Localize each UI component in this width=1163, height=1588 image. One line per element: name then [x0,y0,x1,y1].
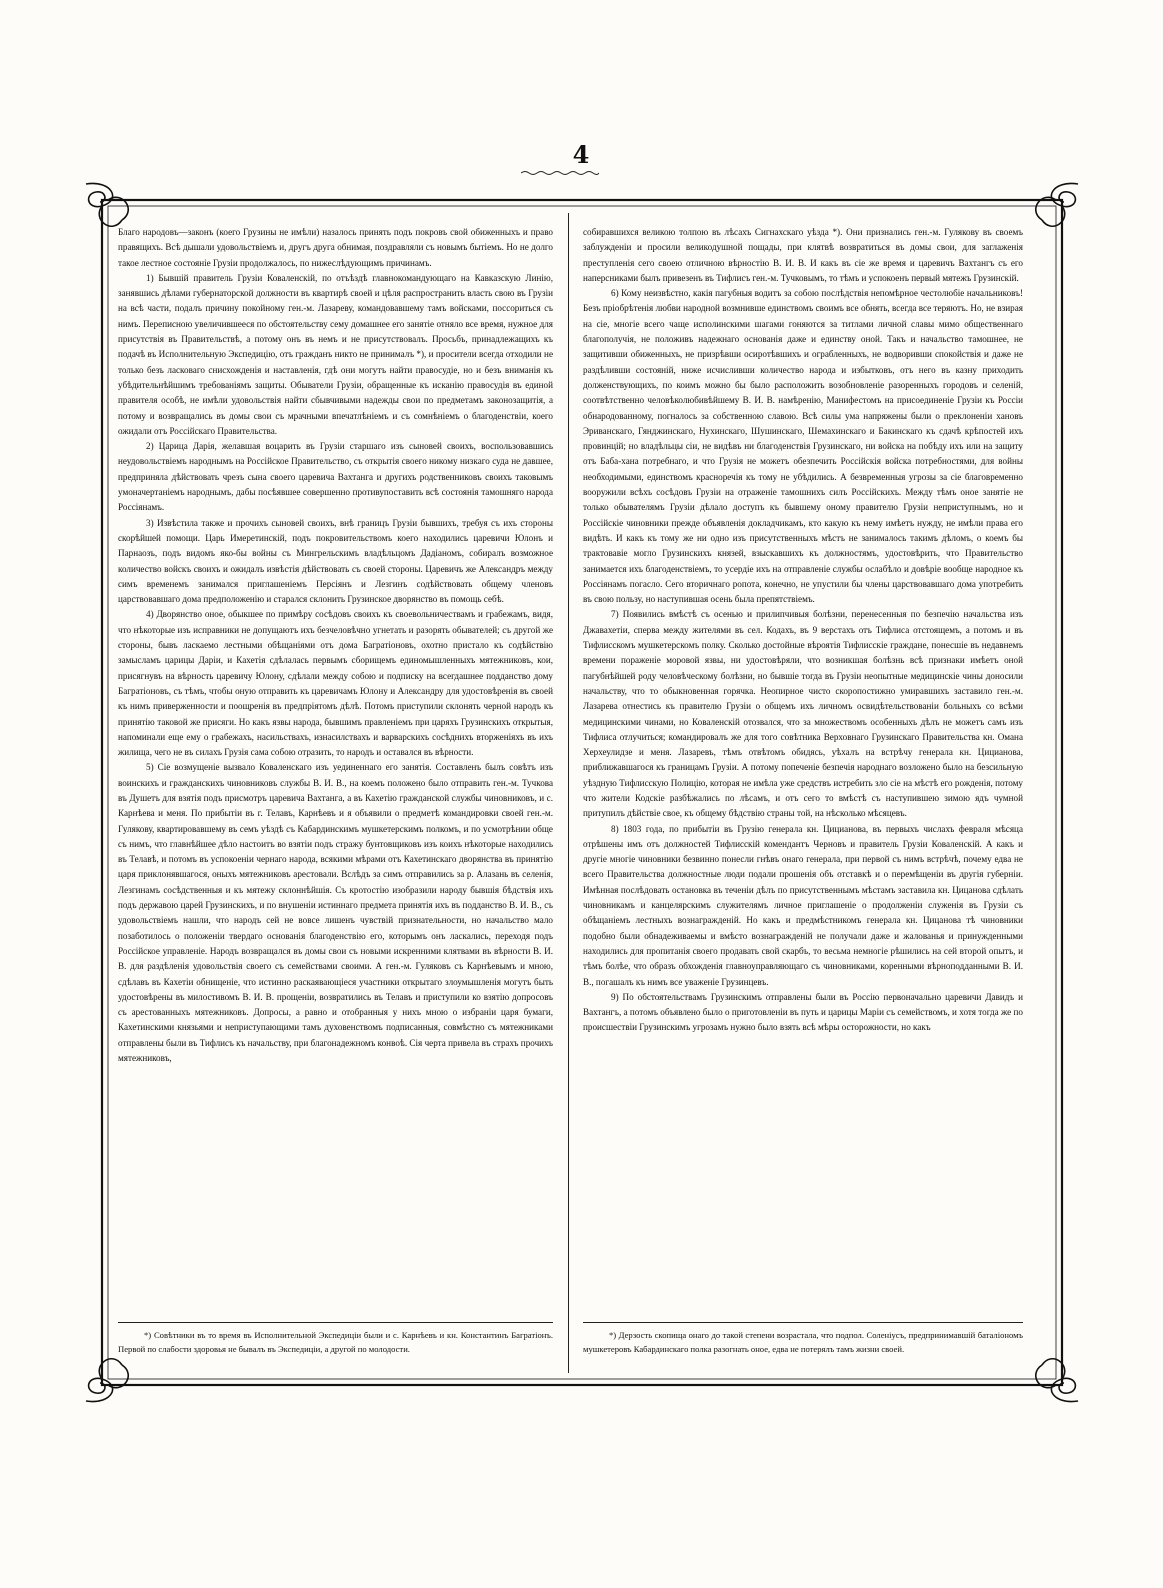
paragraph: 9) По обстоятельствамъ Грузинскимъ отправлены были въ Россію первоначально царевичи Давидъ и Вахтангъ, а потомъ объявлено было о приготовленіи въ путь и царицы Маріи съ семействомъ, и хотя тогда же по происшествіи Грузинскимъ угрозамъ нужно было взять всѣ мѣры осторожности, но какъ [583,991,1023,1033]
paragraph: собиравшихся великою толпою въ лѣсахъ Сигнахскаго уѣзда *). Они признались ген.-м. Гулякову въ своемъ заблужденіи и просили великодушной пощады, при клятвѣ возвратиться въ домы свои, для заглаженія преступленія сего своею отличною вѣрностію В. И. В. И какъ въ сіе же время и царевичъ Вахтангъ съ его наперсниками былъ привезенъ въ Тифлисъ ген.-м. Тучковымъ, то тѣмъ и успокоенъ первый мятежъ Грузинскій. [583,227,1023,283]
footnote-text: *) Совѣтники въ то время въ Исполнительной Экспедиціи были и с. Карнѣевъ и кн. Константинъ Багратіонъ. Первой по слабости здоровья не бывалъ въ Экспедиціи, а другой по молодости. [118,1330,553,1354]
paragraph: 6) Кому неизвѣстно, какія пагубныя водитъ за собою послѣдствія непомѣрное честолюбіе начальниковъ! Безъ пріобрѣтенія любви народной возмнивше единствомъ своимъ все обнять, всегда все теряютъ. Но, не взирая на сіе, многіе всего чаще исполинскими шагами гоняются за титлами личной славы мимо общественнаго благополучія, не положивъ надежнаго основанія даже и единству оной. Такъ и начальство тамошнее, не защитивши обиженныхъ, не призрѣвши осиротѣвшихъ и ограбленныхъ, не водворивши спокойствія и даже не раздѣливши состояній, ниже исчисливши количество народа и избытковъ, отъ него въ казну приходить долженствующихъ, по коимъ можно бы было расположить возобновленіе разоренныхъ городовъ и селеній, соотвѣтственно человѣколюбивѣйшему В. И. В. намѣренію, Манифестомъ на присоединеніе Грузіи къ Россіи обнародованному, погналось за собственною славою. Всѣ силы ума напряжены были о преклоненіи хановъ Эриванскаго, Гянджинскаго, Нухинскаго, Шушинскаго, Шемахинскаго и Бакинскаго къ сдачѣ крѣпостей ихъ провинцій; но владѣльцы сіи, не видѣвъ ни благоденствія Грузинскаго, ни войска на побѣду ихъ или на защиту отъ Баба-хана потребнаго, и что Грузія не можетъ обезпечить Россійскія войска потребностями, для войны необходимыми, единствомъ красноречія къ тому не убѣдились. А безвременныя угрозы за сіе благовременно вооружили всѣхъ сосѣдовъ Грузіи на отраженіе тамошнихъ силъ Россійскихъ. Между тѣмъ оное занятіе не только обывателямъ Грузіи дѣлало доступъ къ бывшему оному правителю Грузіи неприступнымъ, но и Россійскіе чиновники прежде объявленія докладчикамъ, кто какую къ нему имѣетъ нужду, не имѣли права его видѣть. И какъ къ тому же ни одно изъ присутственныхъ мѣстъ не занималось такимъ дѣломъ, о коемъ бы трактовавіе могло Грузинскихъ князей, взыскавшихъ къ должностямъ, удостовѣрить, что Правительство занимается ихъ благоденствіемъ, то усердіе ихъ на отправленіе службы ослабѣло и довѣріе вообще народное къ Россіянамъ погасло. Сего вторичнаго ропота, конечно, не упустили бы члены царствовавшаго дома употребить въ свою пользу, но наступившая осень была препятствіемъ. [583,288,1023,605]
column-divider [568,213,569,1373]
left-column [118,225,553,1315]
paragraph: 3) Извѣстила также и прочихъ сыновей своихъ, внѣ границъ Грузіи бывшихъ, требуя съ ихъ стороны скорѣйшей помощи. Царь Имеретинскій, подъ покровительствомъ коего находились царевичи Юлонъ и Парнаозъ, подъ видомъ яко-бы войны съ Мингрельскимъ владѣльцомъ Дадіаномъ, собиралъ возможное количество войскъ своихъ и ожидалъ извѣстія дѣйствовать съ своей стороны. Царевичъ же Александръ между симъ временемъ занимался приглашеніемъ Персіянъ и Лезгинъ содѣйствовать общему членовъ царствовавшаго дома предположенію и старался склонить Грузинское дворянство въ помощь себѣ. [118,517,553,605]
paragraph: 2) Царица Дарія, желавшая воцарить въ Грузіи старшаго изъ сыновей своихъ, воспользовавшись неудовольствіемъ народнымъ на Россійское Правительство, съ открытія своего никому низкаго суда не давшее, предприняла дѣйствовать чрезъ сына своего царевича Вахтанга и другихъ родственниковъ своихъ таковымъ умоначертаніемъ народнымъ, дабы посѣявшее совершенно противупоставить всѣ состоянія тамошняго народа Россіянамъ. [118,441,553,513]
right-footnote-rule [583,1322,1023,1323]
left-footnote-rule [118,1322,553,1323]
page-number-flourish [521,170,599,176]
left-footnote [118,1328,553,1356]
footnote-text: *) Дерзость скопища онаго до такой степени возрастала, что подпол. Соленіусъ, предпринимавшій баталіономъ мушкетеровъ Кабардинскаго полка разогнать оное, едва не потерялъ тамъ жизни своей. [583,1330,1023,1354]
right-footnote [583,1328,1023,1356]
paragraph: 8) 1803 года, по прибытіи въ Грузію генерала кн. Цицианова, въ первыхъ числахъ февраля мѣсяца отрѣшены имъ отъ должностей Тифлисскій комендантъ Черновъ и правитель Грузіи Коваленскій. А какъ и другіе многіе чиновники безвинно понесли гнѣвъ онаго генерала, при первой съ нимъ встрѣчѣ, почему едва не всего Правительства должностные люди подали прошенія объ отставкѣ и о перемѣщеніи въ другія губерніи. Имѣнная послѣдовать остановка въ теченіи дѣлъ по присутственнымъ мѣстамъ заставила кн. Цицанова сдѣлать чиновникамъ и канцелярскимъ служителямъ личное приглашеніе о продолженіи служенія въ Грузіи съ обѣщаніемъ лестныхъ вознагражденій. Но какъ и предмѣстникомъ генерала кн. Цицанова тѣ чиновники подобно были обнадеживаемы и вмѣсто вознагражденій не получали даже и жалованья и принужденными находились для пропитанія своего продавать свой скарбъ, то весьма немногіе рѣшились на сей второй опытъ, и тѣмъ болѣе, что образъ обхожденія главноуправляющаго съ чиновниками, коренными вѣрноподданными В. И. В., погашалъ къ нимъ все уваженіе Грузинцевъ. [583,823,1023,987]
paragraph: 4) Дворянство оное, обыкшее по примѣру сосѣдовъ своихъ къ своевольничествамъ и грабежамъ, видя, что нѣкоторые изъ исправники не допущаютъ ихъ безчеловѣчно угнетать и разорять обывателей; съ другой же стороны, бывъ ласкаемо лестными обѣщаніями отъ дома Багратіоновъ, охотно пристало къ содѣйствію замысламъ царицы Даріи, и Кахетія сдѣлалась первымъ сборищемъ единомышленныхъ мятежниковъ, кои, присягнувъ на вѣрность царевичу Юлону, сдѣлали между собою и подписку на всегдашнее подданство дому Багратіоновъ, съ тѣмъ, чтобы оную отправить къ царевичамъ Юлону и Александру для удостовѣренія въ своей къ нимъ приверженности и поощренія въ предпріятомъ дѣлѣ. Потомъ приступили склонять черной народъ къ принятію таковой же присяги. Но какъ язвы народа, бывшимъ правленіемъ при царяхъ Грузинскихъ открытыя, напоминали еще ему о грабежахъ, насильствахъ, изнасилствахъ и варварскихъ сосѣднихъ вторженіяхъ въ ихъ жилища, чего не въ силахъ Грузія сама собою отразить, то народъ и оставался въ вѣрноcти. [118,609,553,758]
paragraph: 1) Бывшій правитель Грузіи Коваленскій, по отъѣздѣ главнокомандующаго на Кавказскую Линію, занявшись дѣлами губернаторской должности въ квартирѣ своей и цѣля распространить власть свою въ Грузіи на всѣ части, подалъ причину покойному ген.-м. Лазареву, командовавшему тамъ войсками, поссориться съ нимъ. Переписною увеличившееся по обстоятельству сему домашнее его занятіе отняло все время, нужное для присутствія въ Правительствѣ, а потому онъ въ немъ и не присутствовалъ. Просьбъ, принадлежащихъ къ подачѣ въ Исполнительную Экспедицію, отъ гражданъ никто не принималъ *), и просители всегда отходили не только безъ ласковаго снисхожденія и наставленія, гдѣ они могутъ найти правосудіе, но и безъ вниманія къ убѣдительнѣйшимъ требованіямъ защиты. Обыватели Грузіи, обращенные къ исканію правосудія въ единой правителя особѣ, не имѣли удовольствія найти сбывчивыми надежды свои по предметамъ законозащитія, а потому и возвращались въ домы свои съ мрачными впечатлѣніемъ и съ сомнѣніемъ о благоденствіи, коего ожидали отъ Россійскаго Правительства. [118,272,553,436]
page-number: 4 [572,140,591,169]
right-column [583,225,1023,1315]
paragraph: 5) Сіе возмущеніе вызвало Коваленскаго изъ уединеннаго его занятія. Составленъ былъ совѣтъ изъ воинскихъ и гражданскихъ чиновниковъ службы В. И. В., на коемъ положено было отправить ген.-м. Тучкова въ Душетъ для взятія подъ присмотръ царевича Вахтанга, а въ Кахетію гражданской службы чиновниковъ, и с. Карнѣева и меня. По прибытіи въ г. Телавъ, Карнѣевъ и я объявили о предметѣ командировки своей ген.-м. Гулякову, квартировавшему въ семъ уѣздѣ съ Кабардинскимъ мушкетерскимъ полкомъ, и по усмотрѣнии обще съ нимъ, что главнѣйшее дѣло настоитъ во взятіи подъ стражу бунтовщиковъ изъ коихъ нѣкоторые находились въ Телавѣ, и потомъ въ успокоеніи чернаго народа, всякими мѣрами отъ Кахетинскаго дворянства въ принятію царя приклонявшагося, оныхъ мятежниковъ арестовали. Вслѣдъ за симъ отправились за р. Алазань въ селенія, Лезгинамъ сосѣдственныя и къ мятежу склоннѣйшія. Съ кротостію изобразили народу бывшія бѣдствія ихъ подъ державою царей Грузинскихъ, и по внушеніи истиннаго предмета принятія ихъ въ подданство В. И. В., съ удовольствіемъ нашли, что народъ сей не вовсе лишенъ чувствій признательности, но начальство мало позаботилось о положеніи твердаго основанія благоденствію его, которымъ онъ ласкались, переходя подъ Россійское управленіе. Народъ возвращался въ домы свои съ новыми искренними клятвами въ вѣрности В. И. В. для раздѣленія удовольствія своего съ семействами своими. А ген.-м. Гуляковъ съ Карнѣевымъ и мною, сдѣлавъ въ Кахетіи обнищеніе, что истинно раскаявающіеся участники открытаго злоумышленія могутъ быть удостовѣрены въ милостивомъ В. И. В. прощеніи, возвратились въ Телавъ и приступили ко взятію допросовъ съ арестованныхъ мятежниковъ. Допросы, а равно и отобранныя у нихъ мною о избраніи царя бумаги, Кахетинскими князьями и неприступающими тамъ духовенствомъ подписанныя, совмѣстно съ мятежниками отправлены были въ Тифлисъ къ начальству, при благонадежномъ конвоѣ. Сія черта привела въ страхъ прочихъ мятежниковъ, [118,762,553,1064]
paragraph: Благо народовъ—законъ (коего Грузины не имѣли) назалось принять подъ покровъ свой обиженныхъ и право правящихъ. Всѣ дышали удовольствіемъ и, другъ друга обнимая, поздравляли съ новымъ бытіемъ. Но не долго такое лестное состояніе Грузіи продолжалось, по нижеслѣдующимъ причинамъ. [118,227,553,268]
paragraph: 7) Появились вмѣстѣ съ осенью и прилипчивыя болѣзни, перенесенныя по безпечію начальства изъ Джавахетіи, сперва между жителями въ сел. Кодахъ, въ 9 верстахъ отъ Тифлиса отстоящемъ, а потомъ и въ Тифлисскомъ мушкетерскомъ полку. Сколько достойные вѣроятія Тифлисскіе граждане, понесшіе въ недавнемъ времени пораженіе моровой язвы, ни удостовѣряли, что возникшая болѣзнь всѣ признаки имѣетъ оной пагубнѣйшей роду человѣческому болѣзни, но бывшіе тогда въ Грузіи неопытные медицинскіе чины доносили начальству, что то обыкновенная горячка. Неопирное чисто скоропостижно умиравшихъ заставило ген.-м. Лазарева отнестись къ правителю Грузіи о общемъ ихъ личномъ освидѣтельствованіи больныхъ со всѣми медицинскими чинами, но Коваленскій отозвался, что за множествомъ особенныхъ дѣлъ не можетъ самъ изъ Тифлиса отлучиться; командировалъ же для того совѣтника Верховнаго Грузинскаго Правительства кн. Омана Херхеулидзе и меня. Лазаревъ, тѣмъ отвѣтомъ обидясь, уѣхалъ на встрѣчу генерала кн. Цицианова, приближавшагося къ границамъ Грузіи. А потому попеченіе безпечія народнаго возложено было на безсильную уѣздную Тифлисскую Полицію, которая не имѣла уже средствъ истребить зло сіе на мѣстѣ его рожденія, потому что жители Кодскіе разбѣжались по лѣсамъ, и отъ сего то вмѣстѣ съ наступившею зимою ядъ чумной притупилъ дѣйствіе свое, къ общему бѣдствію страны той, на нѣсколько мѣсяцевъ. [583,609,1023,819]
